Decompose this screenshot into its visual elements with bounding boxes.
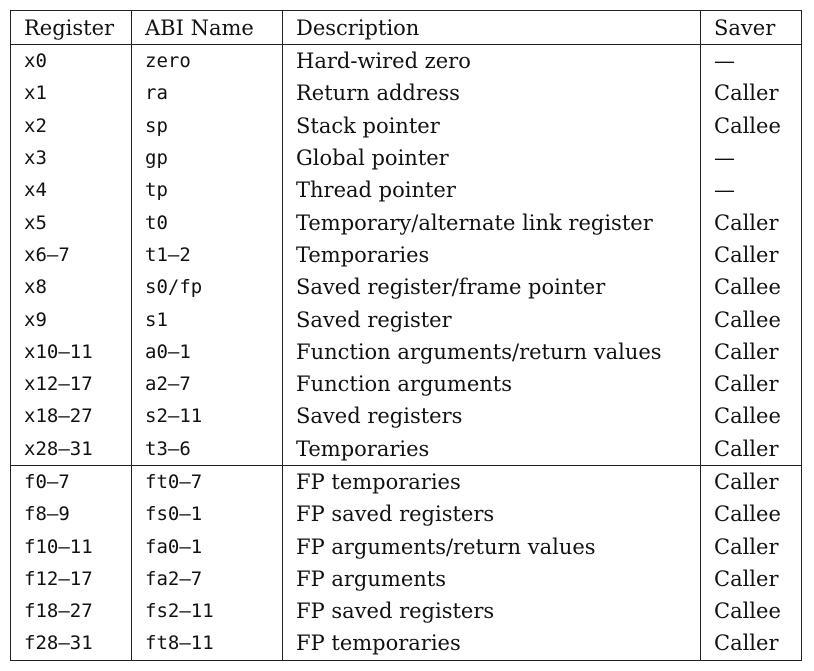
header-saver: Saver (701, 11, 802, 45)
header-abi-name: ABI Name (132, 11, 283, 45)
description-cell: Temporary/alternate link register (283, 206, 701, 238)
abi-name-cell: fs0–1 (132, 498, 283, 530)
register-cell: x0 (11, 45, 132, 78)
header-description: Description (283, 11, 701, 45)
table-row (11, 498, 802, 530)
saver-cell: Caller (701, 336, 802, 368)
saver-cell: Caller (701, 433, 802, 466)
description-cell: FP temporaries (283, 627, 701, 660)
saver-cell: Callee (701, 498, 802, 530)
abi-name-cell: t0 (132, 206, 283, 238)
abi-name-cell: a2–7 (132, 368, 283, 400)
register-cell: f8–9 (11, 498, 132, 530)
table-row (11, 336, 802, 368)
saver-cell: Caller (701, 627, 802, 660)
register-cell: x18–27 (11, 400, 132, 432)
abi-name-cell: ft8–11 (132, 627, 283, 660)
description-cell: FP saved registers (283, 498, 701, 530)
description-cell: FP temporaries (283, 465, 701, 498)
abi-name-cell: s0/fp (132, 271, 283, 303)
abi-name-cell: t1–2 (132, 239, 283, 271)
table-row (11, 45, 802, 78)
description-cell: Saved register/frame pointer (283, 271, 701, 303)
description-cell: Return address (283, 77, 701, 109)
saver-cell: Callee (701, 271, 802, 303)
description-cell: Temporaries (283, 433, 701, 466)
fp-registers-section (11, 465, 802, 660)
description-cell: Function arguments (283, 368, 701, 400)
table-row (11, 627, 802, 660)
register-cell: x3 (11, 142, 132, 174)
saver-cell: — (701, 142, 802, 174)
register-cell: f28–31 (11, 627, 132, 660)
table-row (11, 239, 802, 271)
saver-cell: Caller (701, 465, 802, 498)
register-cell: x10–11 (11, 336, 132, 368)
table-row (11, 563, 802, 595)
register-cell: x28–31 (11, 433, 132, 466)
abi-name-cell: a0–1 (132, 336, 283, 368)
description-cell: FP arguments/return values (283, 530, 701, 562)
saver-cell: Caller (701, 368, 802, 400)
register-cell: x12–17 (11, 368, 132, 400)
register-cell: f12–17 (11, 563, 132, 595)
description-cell: Global pointer (283, 142, 701, 174)
saver-cell: — (701, 174, 802, 206)
description-cell: FP arguments (283, 563, 701, 595)
saver-cell: Callee (701, 110, 802, 142)
abi-name-cell: sp (132, 110, 283, 142)
register-cell: x5 (11, 206, 132, 238)
table-row (11, 595, 802, 627)
register-cell: x6–7 (11, 239, 132, 271)
register-cell: f10–11 (11, 530, 132, 562)
register-cell: x8 (11, 271, 132, 303)
saver-cell: Caller (701, 77, 802, 109)
abi-name-cell: ft0–7 (132, 465, 283, 498)
description-cell: Thread pointer (283, 174, 701, 206)
table-row (11, 530, 802, 562)
saver-cell: Callee (701, 595, 802, 627)
description-cell: Saved register (283, 303, 701, 335)
abi-name-cell: s1 (132, 303, 283, 335)
register-cell: x4 (11, 174, 132, 206)
saver-cell: Caller (701, 530, 802, 562)
integer-registers-section (11, 45, 802, 466)
description-cell: Function arguments/return values (283, 336, 701, 368)
abi-name-cell: gp (132, 142, 283, 174)
abi-name-cell: s2–11 (132, 400, 283, 432)
saver-cell: Caller (701, 563, 802, 595)
abi-name-cell: zero (132, 45, 283, 78)
saver-cell: Callee (701, 400, 802, 432)
description-cell: Saved registers (283, 400, 701, 432)
register-cell: x1 (11, 77, 132, 109)
table-row (11, 271, 802, 303)
table-row (11, 303, 802, 335)
register-cell: x2 (11, 110, 132, 142)
abi-name-cell: fa2–7 (132, 563, 283, 595)
register-cell: f0–7 (11, 465, 132, 498)
abi-name-cell: ra (132, 77, 283, 109)
register-cell: f18–27 (11, 595, 132, 627)
saver-cell: Callee (701, 303, 802, 335)
saver-cell: Caller (701, 239, 802, 271)
abi-name-cell: fa0–1 (132, 530, 283, 562)
table-row (11, 77, 802, 109)
table-row (11, 110, 802, 142)
table-row (11, 206, 802, 238)
abi-name-cell: t3–6 (132, 433, 283, 466)
register-cell: x9 (11, 303, 132, 335)
register-table (10, 10, 802, 661)
abi-name-cell: fs2–11 (132, 595, 283, 627)
table-row (11, 433, 802, 466)
table-row (11, 400, 802, 432)
saver-cell: Caller (701, 206, 802, 238)
abi-name-cell: tp (132, 174, 283, 206)
header-register: Register (11, 11, 132, 45)
description-cell: Temporaries (283, 239, 701, 271)
table-row (11, 368, 802, 400)
table-row (11, 142, 802, 174)
header-row (11, 11, 802, 45)
description-cell: Hard-wired zero (283, 45, 701, 78)
saver-cell: — (701, 45, 802, 78)
table-row (11, 465, 802, 498)
description-cell: Stack pointer (283, 110, 701, 142)
description-cell: FP saved registers (283, 595, 701, 627)
table-row (11, 174, 802, 206)
